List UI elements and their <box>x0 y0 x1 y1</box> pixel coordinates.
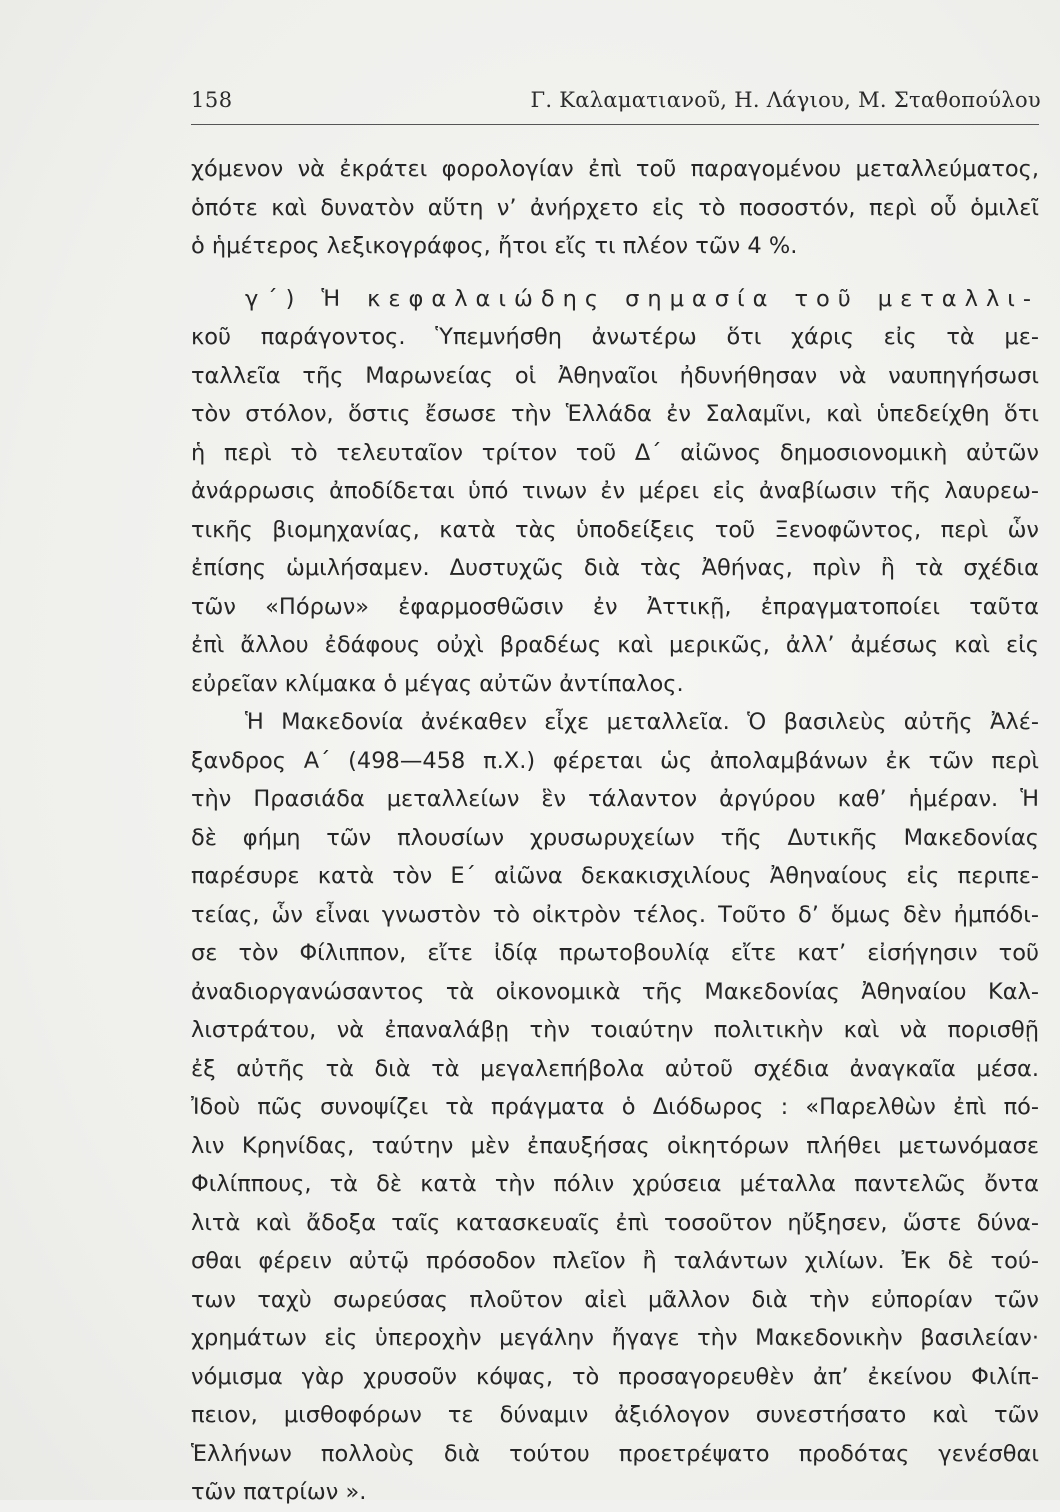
text-line: τὸν στόλον, ὅστις ἔσωσε τὴν Ἑλλάδα ἐν Σαλαμῖνι, καὶ ὑπεδείχθη ὅτι <box>191 401 1039 427</box>
text-line: Ἡ Μακεδονία ἀνέκαθεν εἶχε μεταλλεῖα. Ὁ βασιλεὺς αὐτῆς Ἀλέ- <box>245 709 1039 735</box>
text-line: εὐρεῖαν κλίμακα ὁ μέγας αὐτῶν ἀντίπαλος. <box>191 670 684 697</box>
running-head-authors: Γ. Καλαματιανοῦ, Η. Λάγιου, Μ. Σταθοπούλου <box>530 88 1041 112</box>
text-line: πειον, μισθοφόρων τε δύναμιν ἀξιόλογον συνεστήσατο καὶ τῶν <box>191 1402 1039 1428</box>
section-heading-line: γ΄) Ἡ κεφαλαιώδης σημασία τοῦ μεταλλι- <box>245 285 1039 312</box>
text-line: σθαι φέρειν αὐτῷ πρόσοδον πλεῖον ἢ ταλάντων χιλίων. Ἐκ δὲ τού- <box>191 1248 1039 1274</box>
paragraph-gap <box>191 266 1039 280</box>
text-line: λιτὰ καὶ ἄδοξα ταῖς κατασκευαῖς ἐπὶ τοσοῦτον ηὔξησεν, ὥστε δύνα- <box>191 1209 1039 1236</box>
text-line: Ἰδοὺ πῶς συνοψίζει τὰ πράγματα ὁ Διόδωρος : «Παρελθὼν ἐπὶ πό- <box>191 1094 1039 1120</box>
text-line: τῶν «Πόρων» ἐφαρμοσθῶσιν ἐν Ἀττικῇ, ἐπραγματοποίει ταῦτα <box>191 593 1039 620</box>
text-line: τῶν πατρίων ». <box>191 1479 367 1505</box>
text-line: Ἑλλήνων πολλοὺς διὰ τούτου προετρέψατο προδότας γενέσθαι <box>191 1440 1039 1467</box>
text-line: Φιλίππους, τὰ δὲ κατὰ τὴν πόλιν χρύσεια μέταλλα παντελῶς ὄντα <box>191 1171 1039 1197</box>
text-line: ὁπότε καὶ δυνατὸν αὕτη ν’ ἀνήρχετο εἰς τὸ ποσοστόν, περὶ οὗ ὁμιλεῖ <box>191 194 1039 221</box>
text-line: παρέσυρε κατὰ τὸν Ε΄ αἰῶνα δεκακισχιλίους Ἀθηναίους εἰς περιπε- <box>191 863 1039 889</box>
body-text <box>191 150 1039 1512</box>
text-line: ἐπὶ ἄλλου ἐδάφους οὐχὶ βραδέως καὶ μερικῶς, ἀλλ’ ἀμέσως καὶ εἰς <box>191 632 1039 658</box>
header-rule <box>191 124 1039 125</box>
text-line: λιστράτου, νὰ ἐπαναλάβῃ τὴν τοιαύτην πολιτικὴν καὶ νὰ πορισθῇ <box>191 1017 1039 1043</box>
paragraph-section-gamma <box>191 280 1039 704</box>
text-line: ξανδρος Α΄ (498—458 π.Χ.) φέρεται ὡς ἀπολαμβάνων ἐκ τῶν περὶ <box>191 747 1039 774</box>
text-line: λιν Κρηνίδας, ταύτην μὲν ἐπαυξήσας οἰκητόρων πλήθει μετωνόμασε <box>191 1132 1039 1159</box>
text-line: τικῆς βιομηχανίας, κατὰ τὰς ὑποδείξεις τοῦ Ξενοφῶντος, περὶ ὧν <box>191 516 1039 543</box>
text-line: ἐπίσης ὡμιλήσαμεν. Δυστυχῶς διὰ τὰς Ἀθήνας, πρὶν ἢ τὰ σχέδια <box>191 555 1039 581</box>
text-line: ἐξ αὐτῆς τὰ διὰ τὰ μεγαλεπήβολα αὐτοῦ σχέδια ἀναγκαῖα μέσα. <box>191 1055 1039 1082</box>
text-line: σε τὸν Φίλιππον, εἴτε ἰδίᾳ πρωτοβουλίᾳ εἴτε κατ’ εἰσήγησιν τοῦ <box>191 940 1039 966</box>
text-line: νόμισμα γὰρ χρυσοῦν κόψας, τὸ προσαγορευθὲν ἀπ’ ἐκείνου Φιλίπ- <box>191 1363 1039 1390</box>
text-line: ἀνάρρωσις ἀποδίδεται ὑπό τινων ἐν μέρει εἰς ἀναβίωσιν τῆς λαυρεω- <box>191 478 1039 504</box>
text-line: χρημάτων εἰς ὑπεροχὴν μεγάλην ἤγαγε τὴν Μακεδονικὴν βασιλείαν· <box>191 1325 1039 1351</box>
text-line: ἡ περὶ τὸ τελευταῖον τρίτον τοῦ Δ΄ αἰῶνος δημοσιονομικὴ αὐτῶν <box>191 439 1039 466</box>
paragraph-continuation <box>191 150 1039 266</box>
text-line: χόμενον νὰ ἐκράτει φορολογίαν ἐπὶ τοῦ παραγομένου μεταλλεύματος, <box>191 156 1039 182</box>
text-line: ἀναδιοργανώσαντος τὰ οἰκονομικὰ τῆς Μακεδονίας Ἀθηναίου Καλ- <box>191 978 1039 1005</box>
page-number: 158 <box>191 88 233 112</box>
text-line: δὲ φήμη τῶν πλουσίων χρυσωρυχείων τῆς Δυτικῆς Μακεδονίας <box>191 824 1039 851</box>
text-line: ταλλεῖα τῆς Μαρωνείας οἱ Ἀθηναῖοι ἠδυνήθησαν νὰ ναυπηγήσωσι <box>191 362 1039 389</box>
text-line: ὁ ἡμέτερος λεξικογράφος, ἤτοι εἴς τι πλέον τῶν 4 %. <box>191 233 798 259</box>
text-line: κοῦ παράγοντος. Ὑπεμνήσθη ἀνωτέρω ὅτι χάρις εἰς τὰ με- <box>191 324 1039 350</box>
text-line: τείας, ὧν εἶναι γνωστὸν τὸ οἰκτρὸν τέλος. Τοῦτο δ’ ὅμως δὲν ἠμπόδι- <box>191 901 1039 928</box>
text-line: των ταχὺ σωρεύσας πλοῦτον αἰεὶ μᾶλλον διὰ τὴν εὐπορίαν τῶν <box>191 1286 1039 1313</box>
text-line: τὴν Πρασιάδα μεταλλείων ἓν τάλαντον ἀργύρου καθ’ ἡμέραν. Ἡ <box>191 786 1039 812</box>
page-header <box>191 88 1041 122</box>
paragraph-macedonia <box>191 703 1039 1512</box>
